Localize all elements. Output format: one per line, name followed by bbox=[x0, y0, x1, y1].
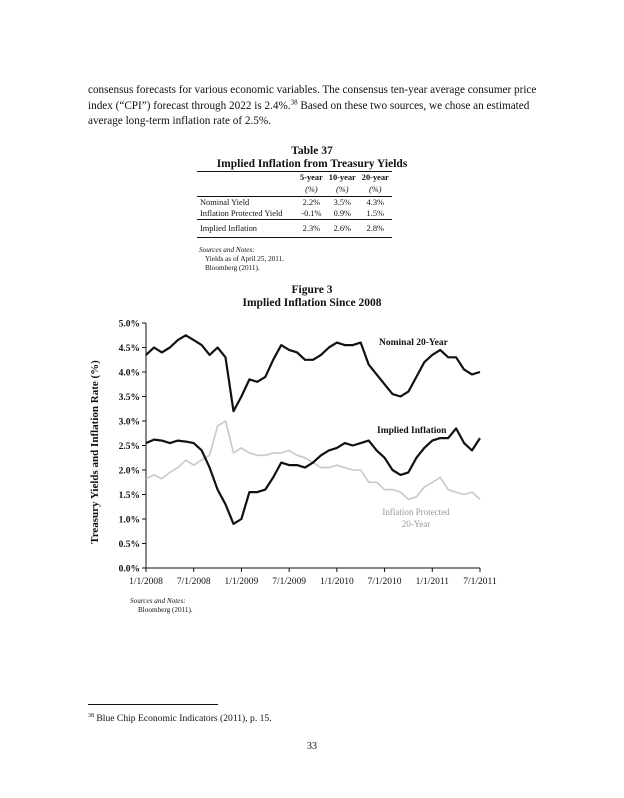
y-axis bbox=[119, 320, 146, 575]
table-title: Implied Inflation from Treasury Yields bbox=[216, 158, 408, 170]
y-tick-label: 2.0% bbox=[118, 466, 140, 477]
paragraph-text-before: consensus forecasts for various economic variables. The consensus ten-year average consumer price index (“CPI”) forecast through 2022 is 2.4%. bbox=[88, 84, 537, 112]
figure-sources-heading: Sources and Notes: bbox=[130, 597, 186, 605]
footnote-text: Blue Chip Economic Indicators (2011), p. 15. bbox=[94, 713, 272, 724]
x-axis bbox=[129, 568, 497, 587]
x-tick-label: 1/1/2009 bbox=[224, 577, 259, 587]
x-tick-label: 7/1/2009 bbox=[272, 577, 307, 587]
column-unit: (%) bbox=[336, 185, 349, 194]
table-cell: 2.6% bbox=[333, 224, 352, 233]
table-cell: 3.5% bbox=[333, 198, 352, 207]
y-tick-label: 3.5% bbox=[118, 393, 140, 403]
column-header: 10-year bbox=[328, 173, 356, 182]
y-tick-label: 4.5% bbox=[118, 344, 140, 354]
table-cell: 4.3% bbox=[366, 198, 384, 207]
figure-title: Implied Inflation Since 2008 bbox=[242, 297, 382, 309]
page-number: 33 bbox=[307, 741, 317, 752]
row-label: Nominal Yield bbox=[200, 198, 250, 207]
annotation-implied: Implied Inflation bbox=[377, 426, 447, 436]
y-tick-label: 4.0% bbox=[118, 368, 140, 379]
figure-sources bbox=[130, 597, 193, 615]
y-tick-label: 1.0% bbox=[118, 515, 140, 526]
table-cell: -0.1% bbox=[301, 209, 322, 218]
y-tick-label: 0.0% bbox=[118, 564, 140, 575]
x-tick-label: 7/1/2008 bbox=[176, 577, 211, 587]
table-cell: 2.8% bbox=[366, 224, 384, 233]
row-label: Inflation Protected Yield bbox=[200, 209, 283, 218]
y-tick-label: 3.0% bbox=[118, 417, 140, 428]
footnote-reference: 38 bbox=[290, 97, 298, 106]
footnote-marker: 38 bbox=[88, 712, 94, 719]
column-header: 20-year bbox=[361, 173, 389, 182]
table-cell: 1.5% bbox=[366, 209, 384, 218]
table-cell: 2.2% bbox=[302, 198, 321, 207]
y-tick-label: 2.5% bbox=[118, 442, 140, 452]
annotation-nominal: Nominal 20-Year bbox=[379, 338, 448, 348]
y-axis-label: Treasury Yields and Inflation Rate (%) bbox=[89, 360, 101, 544]
x-tick-label: 1/1/2011 bbox=[415, 577, 450, 587]
figure-number: Figure 3 bbox=[291, 284, 333, 296]
table-cell: 2.3% bbox=[302, 224, 321, 233]
y-tick-label: 1.5% bbox=[118, 491, 140, 501]
column-unit: (%) bbox=[368, 185, 382, 194]
x-tick-label: 7/1/2010 bbox=[367, 577, 402, 587]
y-tick-label: 0.5% bbox=[118, 540, 140, 550]
x-tick-label: 1/1/2010 bbox=[319, 577, 354, 587]
footnote-rule bbox=[88, 704, 218, 705]
x-tick-label: 1/1/2008 bbox=[129, 577, 163, 587]
table-number: Table 37 bbox=[291, 145, 333, 157]
figure-source-line: Bloomberg (2011). bbox=[138, 606, 193, 614]
table-sources-heading: Sources and Notes: bbox=[199, 246, 255, 254]
y-tick-label: 5.0% bbox=[118, 319, 140, 330]
column-unit: (%) bbox=[305, 185, 318, 194]
annotation-protected-line2: 20-Year bbox=[401, 519, 431, 529]
table-source-line: Yields as of April 25, 2011. bbox=[205, 255, 284, 263]
column-header: 5-year bbox=[300, 173, 323, 182]
table-source-line: Bloomberg (2011). bbox=[205, 264, 260, 272]
annotation-protected-line1: Inflation Protected bbox=[382, 507, 450, 517]
footnote bbox=[88, 713, 272, 724]
row-label: Implied Inflation bbox=[200, 224, 257, 233]
table-cell: 0.9% bbox=[333, 209, 352, 218]
paragraph-text-after: Based on these two sources, we chose an estimated average long-term inflation rate of 2.5%. bbox=[88, 99, 530, 127]
x-tick-label: 7/1/2011 bbox=[463, 577, 497, 587]
